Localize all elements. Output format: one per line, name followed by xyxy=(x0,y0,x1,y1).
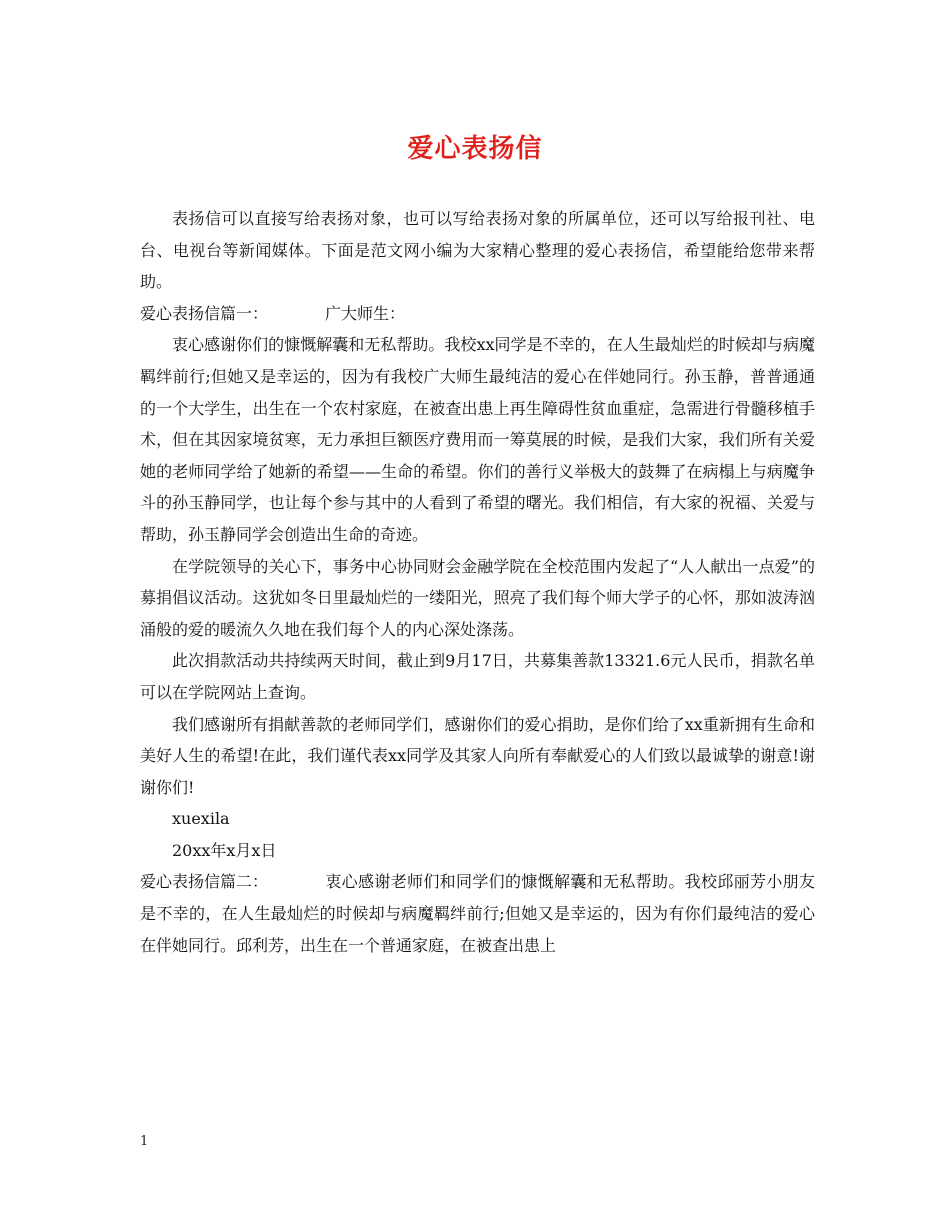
page-number: 1 xyxy=(140,1134,149,1149)
document-title: 爱心表扬信 xyxy=(407,134,543,164)
intro-paragraph: 表扬信可以直接写给表扬对象，也可以写给表扬对象的所属单位，还可以写给报刊社、电台、电视台等新闻媒体。下面是范文网小编为大家精心整理的爱心表扬信，希望能给您带来帮助。 xyxy=(140,209,815,292)
date: 20xx年x月x日 xyxy=(172,840,277,860)
part1-heading-line xyxy=(140,298,815,330)
part1-salutation: 广大师生： xyxy=(325,303,406,323)
part1-paragraph-2: 在学院领导的关心下，事务中心协同财会金融学院在全校范围内发起了“人人献出一点爱”的募捐倡议活动。这犹如冬日里最灿烂的一缕阳光，照亮了我们每个师大学子的心怀，那如波涛汹涌般的爱的暖流久久地在我们每个人的内心深处涤荡。 xyxy=(140,556,815,639)
signature: xuexila xyxy=(172,809,230,829)
part1-heading: 爱心表扬信篇一： xyxy=(140,303,269,323)
part2-paragraph xyxy=(140,866,815,961)
part1-paragraph-3: 此次捐款活动共持续两天时间，截止到9月17日，共募集善款13321.6元人民币，捐款名单可以在学院网站上查询。 xyxy=(140,651,815,702)
document-body xyxy=(140,203,815,961)
part2-heading: 爱心表扬信篇二： xyxy=(140,872,269,892)
part2-text: 衷心感谢老师们和同学们的慷慨解囊和无私帮助。我校邱丽芳小朋友是不幸的，在人生最灿烂的时候却与病魔羁绊前行;但她又是幸运的，因为有你们最纯洁的爱心在伴她同行。邱利芳，出生在一个普通家庭，在被查出患上 xyxy=(140,872,815,955)
part1-paragraph-1: 衷心感谢你们的慷慨解囊和无私帮助。我校xx同学是不幸的，在人生最灿烂的时候却与病魔羁绊前行;但她又是幸运的，因为有我校广大师生最纯洁的爱心在伴她同行。孙玉静，普普通通的一个大学生，出生在一个农村家庭，在被查出患上再生障碍性贫血重症，急需进行骨髓移植手术，但在其因家境贫寒，无力承担巨额医疗费用而一筹莫展的时候，是我们大家，我们所有关爱她的老师同学给了她新的希望——生命的希望。你们的善行义举极大的鼓舞了在病榻上与病魔争斗的孙玉静同学，也让每个参与其中的人看到了希望的曙光。我们相信，有大家的祝福、关爱与帮助，孙玉静同学会创造出生命的奇迹。 xyxy=(140,335,815,544)
part1-paragraph-4: 我们感谢所有捐献善款的老师同学们，感谢你们的爱心捐助，是你们给了xx重新拥有生命和美好人生的希望!在此，我们谨代表xx同学及其家人向所有奉献爱心的人们致以最诚挚的谢意!谢谢你们! xyxy=(140,714,815,797)
